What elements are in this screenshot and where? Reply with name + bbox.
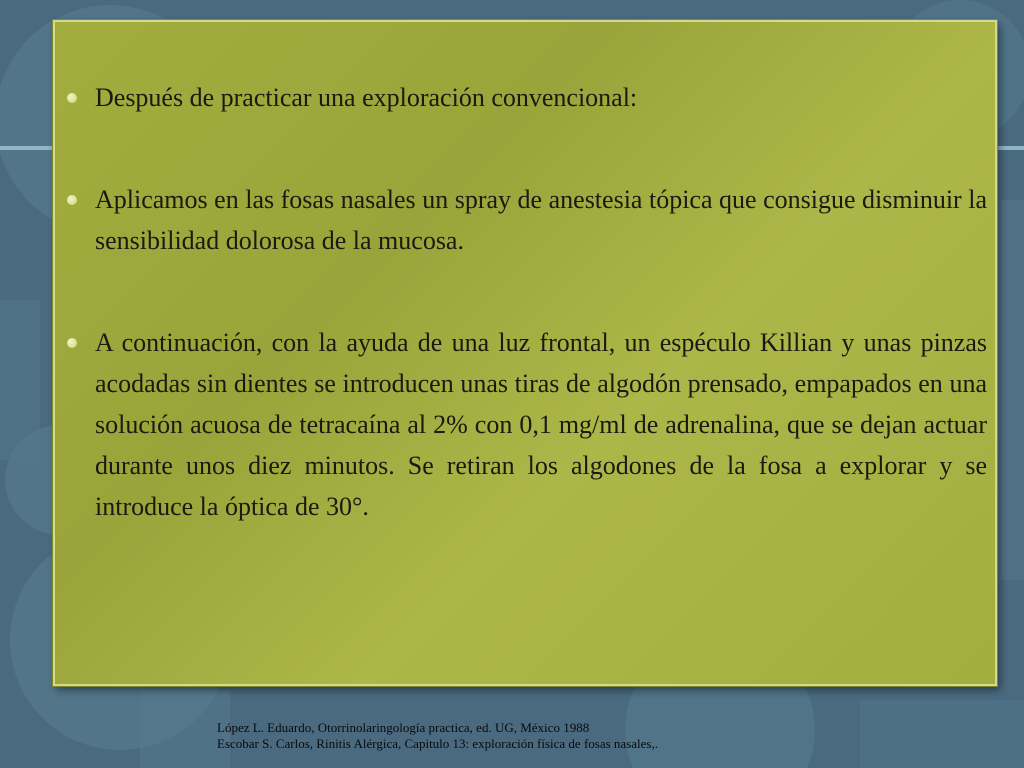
bullet-dot-icon (67, 338, 77, 348)
bullet-dot-icon (67, 195, 77, 205)
bullet-dot-icon (67, 93, 77, 103)
content-panel (53, 20, 997, 686)
bullet-text: Después de practicar una exploración convencional: (95, 83, 638, 112)
reference-line-1: López L. Eduardo, Otorrinolaringología practica, ed. UG, México 1988 (217, 720, 590, 735)
reference-line-2: Escobar S. Carlos, Rinitis Alérgica, Capitulo 13: exploración física de fosas nasales,. (217, 736, 658, 751)
bullet-text: A continuación, con la ayuda de una luz frontal, un espéculo Killian y unas pinzas acodadas sin dientes se introducen unas tiras de algodón prensado, empapados en una solución acuosa de tetracaína al 2% con 0,1 mg/ml de adrenalina, que se dejan actuar durante unos diez minutos. Se retiran los algodones de la fosa a explorar y se introduce la óptica de 30°. (95, 328, 987, 521)
bullet-text: Aplicamos en las fosas nasales un spray de anestesia tópica que consigue disminuir la sensibilidad dolorosa de la mucosa. (95, 185, 987, 255)
references (217, 720, 997, 752)
